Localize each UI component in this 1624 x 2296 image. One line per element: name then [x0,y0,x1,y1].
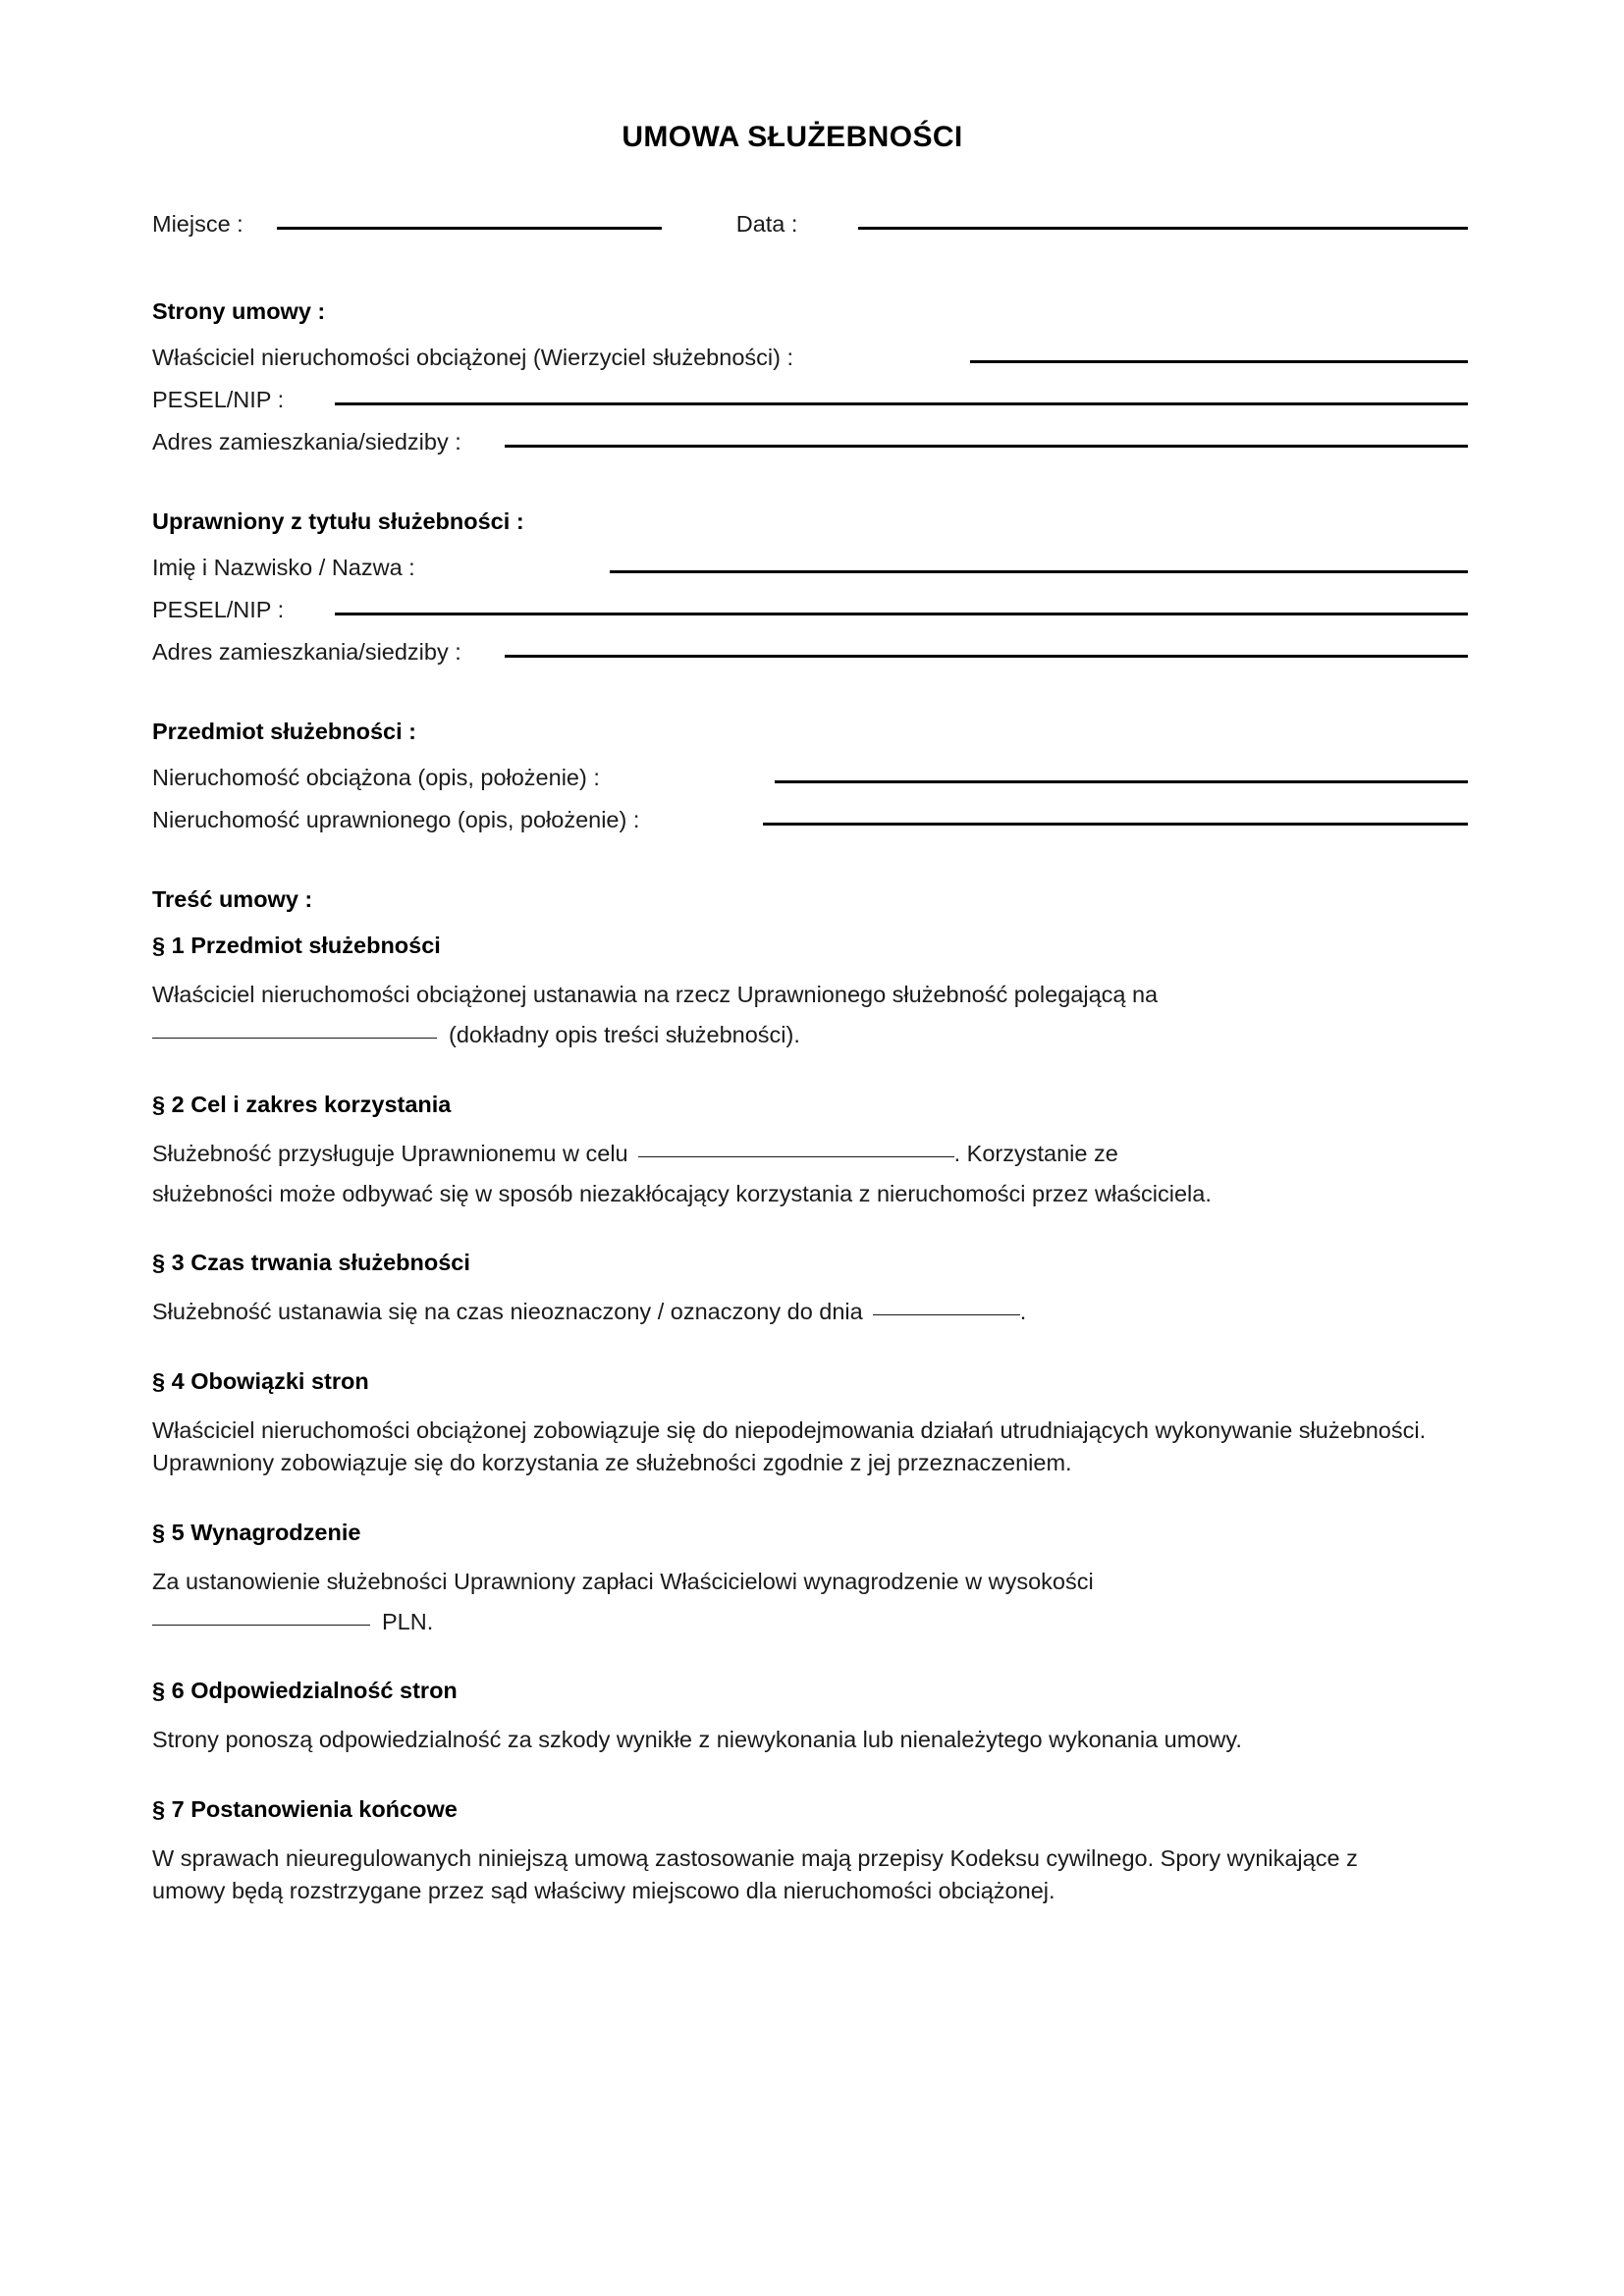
entitled-address-label: Adres zamieszkania/siedziby : [152,639,461,665]
place-label: Miejsce : [152,211,244,237]
burdened-property-row [152,765,1468,791]
entitled-pesel-input-rule[interactable] [335,613,1468,615]
paragraph-3-line1-pre: Służebność ustanawia się na czas nieoznaczony / oznaczony do dnia [152,1299,863,1325]
owner-pesel-input-rule[interactable] [335,402,1468,405]
entitled-address-input-rule[interactable] [505,655,1468,658]
burdened-property-label: Nieruchomość obciążona (opis, położenie) : [152,765,600,790]
owner-address-label: Adres zamieszkania/siedziby : [152,429,461,454]
paragraph-1-line2-text: (dokładny opis treści służebności). [449,1022,800,1048]
date-label: Data : [735,211,798,237]
entitled-address-row [152,639,1468,666]
paragraph-1-line2 [152,1019,1468,1051]
paragraph-3-heading: § 3 Czas trwania służebności [152,1250,470,1276]
parties-section-heading: Strony umowy : [152,298,326,324]
subject-section-heading: Przedmiot służebności : [152,719,416,744]
paragraph-5-heading: § 5 Wynagrodzenie [152,1519,361,1545]
paragraph-7-heading: § 7 Postanowienia końcowe [152,1795,458,1822]
paragraph-2-line1-post: . Korzystanie ze [953,1140,1118,1166]
place-date-row [152,211,1468,238]
paragraph-1-heading: § 1 Przedmiot służebności [152,933,441,958]
paragraph-7-text: W sprawach nieuregulowanych niniejszą umową zastosowanie mają przepisy Kodeksu cywilnego. Spory wynikające z umowy będą rozstrzygane przez sąd właściwy miejscowo dla nieruchomości obciążonej. [152,1844,1358,1903]
entitled-property-input-rule[interactable] [763,823,1468,826]
place-input-rule[interactable] [277,227,662,230]
owner-pesel-label: PESEL/NIP : [152,387,285,412]
paragraph-5-line1: Za ustanowienie służebności Uprawniony zapłaci Właścicielowi wynagrodzenie w wysokości [152,1568,1094,1594]
paragraph-3-line1-post: . [1019,1299,1027,1325]
paragraph-2-line1-pre: Służebność przysługuje Uprawnionemu w celu [152,1140,628,1166]
body-section-heading: Treść umowy : [152,886,313,912]
burdened-property-input-rule[interactable] [775,780,1468,783]
entitled-pesel-label: PESEL/NIP : [152,597,285,622]
owner-address-row [152,429,1468,455]
entitled-name-label: Imię i Nazwisko / Nazwa : [152,555,415,580]
paragraph-5-line2-text: PLN. [382,1608,434,1634]
entitled-property-label: Nieruchomość uprawnionego (opis, położenie) : [152,807,640,832]
paragraph-3-blank[interactable] [873,1314,1020,1315]
paragraph-6-heading: § 6 Odpowiedzialność stron [152,1678,458,1704]
paragraph-2-heading: § 2 Cel i zakres korzystania [152,1091,452,1117]
paragraph-1-blank[interactable] [152,1038,437,1039]
owner-pesel-row [152,387,1468,413]
paragraph-6-text: Strony ponoszą odpowiedzialność za szkody wynikłe z niewykonania lub nienależytego wykonania umowy. [152,1727,1242,1753]
page-title: UMOWA SŁUŻEBNOŚCI [622,121,963,153]
entitled-name-row [152,555,1468,581]
date-input-rule[interactable] [858,227,1468,230]
owner-label: Właściciel nieruchomości obciążonej (Wierzyciel służebności) : [152,345,793,370]
paragraph-1-line1: Właściciel nieruchomości obciążonej ustanawia na rzecz Uprawnionego służebność polegającą na [152,982,1159,1007]
owner-input-rule[interactable] [970,360,1468,363]
paragraph-2-blank[interactable] [638,1156,954,1157]
document-body [152,154,1468,1907]
paragraph-4-text: Właściciel nieruchomości obciążonej zobowiązuje się do niepodejmowania działań utrudniających wykonywanie służebności. Uprawniony zobowiązuje się do korzystania ze służebności zgodnie z jej przeznaczeniem. [152,1416,1427,1476]
paragraph-2-line1 [152,1138,1468,1170]
owner-row [152,345,1468,371]
entitled-pesel-row [152,597,1468,623]
entitled-section-heading: Uprawniony z tytułu służebności : [152,508,524,534]
owner-address-input-rule[interactable] [505,445,1468,448]
paragraph-2-line2: służebności może odbywać się w sposób niezakłócający korzystania z nieruchomości przez właściciela. [152,1181,1212,1207]
paragraph-4-heading: § 4 Obowiązki stron [152,1367,369,1394]
paragraph-3-line1 [152,1296,1468,1328]
paragraph-5-blank[interactable] [152,1625,370,1626]
entitled-name-input-rule[interactable] [610,570,1468,573]
entitled-property-row [152,807,1468,833]
paragraph-5-line2 [152,1606,1468,1638]
